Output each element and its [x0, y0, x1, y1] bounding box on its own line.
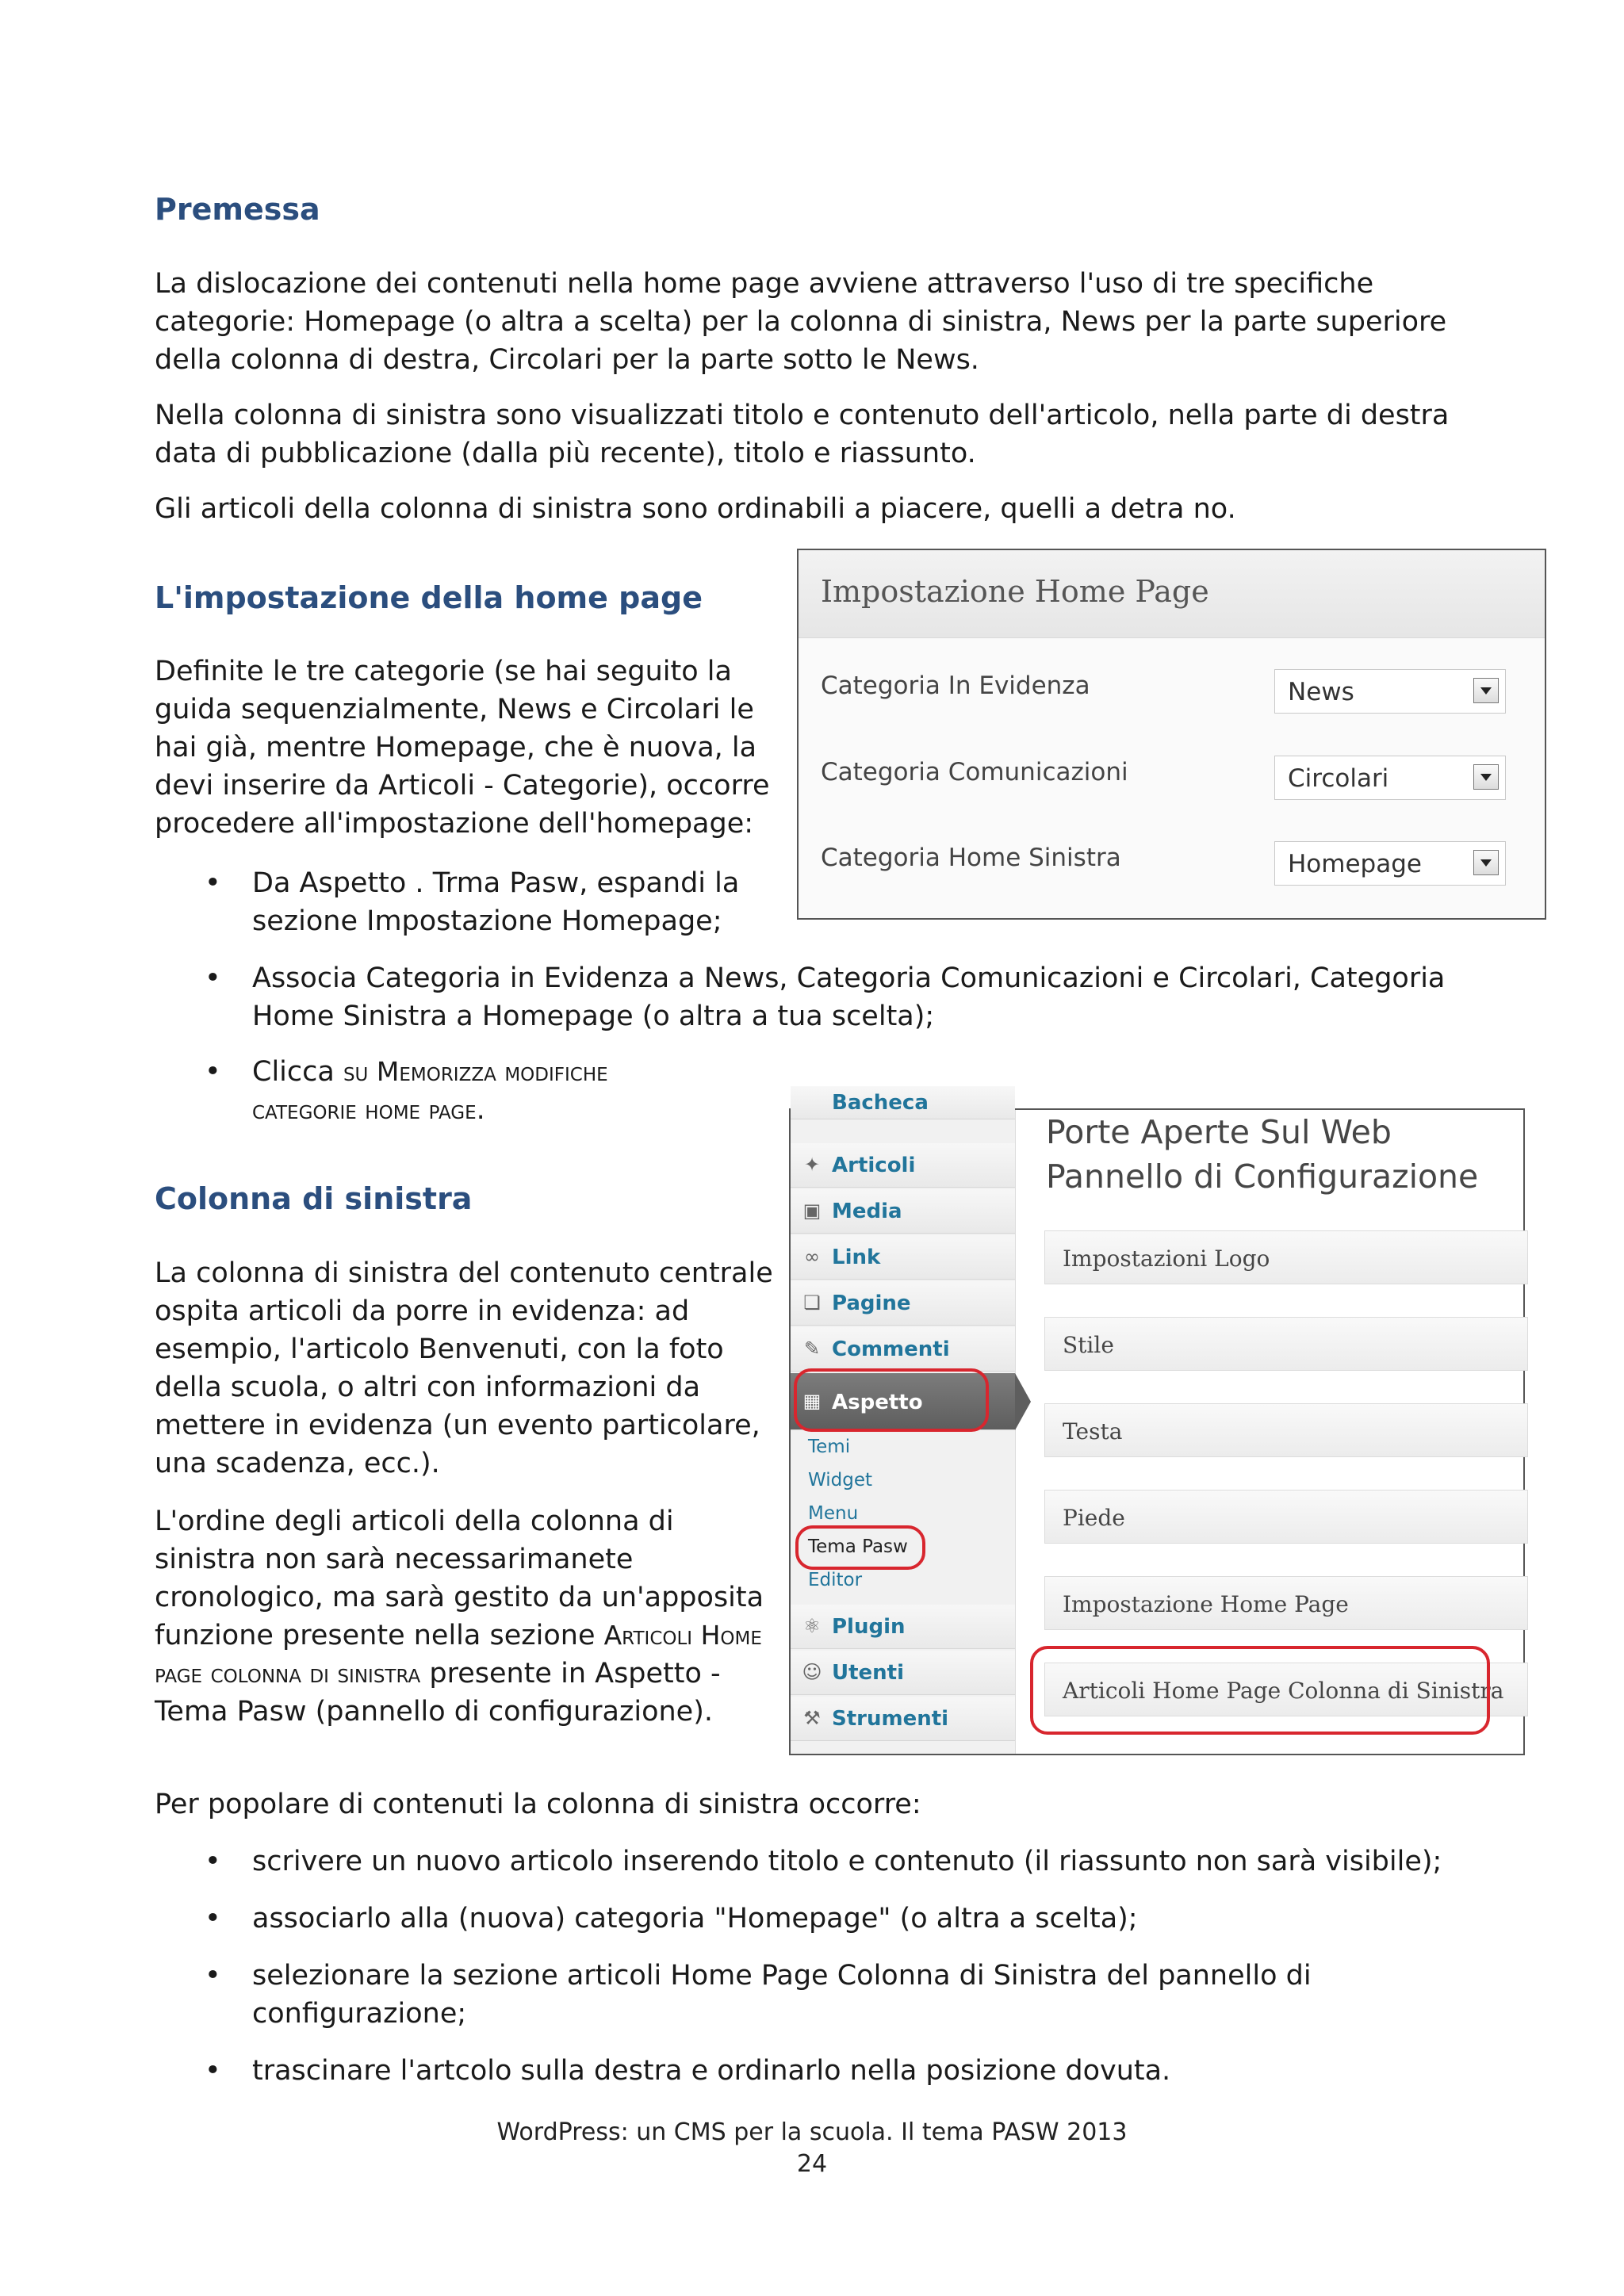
panel-title: Porte Aperte Sul Web Pannello di Configurazione [1046, 1113, 1479, 1196]
select-categoria-home-sinistra[interactable]: Homepage [1274, 841, 1506, 886]
menu-item-strumenti[interactable]: ⚒ Strumenti [791, 1697, 1015, 1741]
bullet-item: • Associa Categoria in Evidenza a News, Categoria Comunicazioni e Circolari, Categoria Home Sinistra a Homepage (o altra a tua scelta); [252, 959, 1457, 1035]
highlight-articoli-home-page [1030, 1646, 1490, 1735]
menu-item-aspetto[interactable]: ▦ Aspetto [791, 1373, 1015, 1430]
row-label: Categoria In Evidenza [821, 672, 1090, 700]
bullet-item: • selezionare la sezione articoli Home Page Colonna di Sinistra del pannello di configurazione; [252, 1957, 1362, 2033]
appearance-icon: ▦ [802, 1390, 822, 1412]
menu-item-commenti[interactable]: ✎ Commenti [791, 1327, 1015, 1372]
panel-button-stile[interactable]: Stile [1044, 1317, 1528, 1371]
panel-title: Impostazione Home Page [821, 574, 1209, 609]
comments-icon: ✎ [803, 1337, 821, 1360]
pin-icon: ✦ [803, 1154, 821, 1176]
submenu-menu[interactable]: Menu [808, 1503, 859, 1524]
bullet-item: • scrivere un nuovo articolo inserendo titolo e contenuto (il riassunto non sarà visibile); [252, 1843, 1489, 1881]
users-icon: ☺ [802, 1661, 822, 1683]
link-icon: ∞ [804, 1246, 820, 1268]
heading-impostazione: L'impostazione della home page [155, 580, 703, 615]
panel-button-articoli-home-page-colonna-sinistra[interactable]: Articoli Home Page Colonna di Sinistra [1044, 1663, 1528, 1716]
paragraph: Definite le tre categorie (se hai seguito la guida sequenzialmente, News e Circolari le hai già, mentre Homepage, che è nuova, la devi inserire da Articoli - Categorie), occorre procedere all'impostazione dell'homepage: [155, 656, 770, 840]
page-number: 24 [796, 2150, 828, 2178]
menu-item-utenti[interactable]: ☺ Utenti [791, 1651, 1015, 1695]
submenu-widget[interactable]: Widget [808, 1470, 872, 1490]
heading-premessa: Premessa [155, 192, 320, 227]
bullet-item: • Da Aspetto . Trma Pasw, espandi la sezione Impostazione Homepage; [252, 864, 760, 940]
highlight-aspetto [794, 1368, 989, 1432]
menu-item-articoli[interactable]: ✦ Articoli [791, 1143, 1015, 1188]
paragraph: L'ordine degli articoli della colonna di sinistra non sarà necessarimanete cronologico, ma sarà gestito da un'apposita funzione presente nella sezione Articoli Home page colonna di sinistra presente in Aspetto - Tema Pasw (pannello di configurazione). [155, 1506, 764, 1728]
tools-icon: ⚒ [803, 1707, 821, 1729]
panel-button-impostazione-home-page[interactable]: Impostazione Home Page [1044, 1576, 1528, 1630]
submenu-editor[interactable]: Editor [808, 1570, 863, 1590]
panel-button-testa[interactable]: Testa [1044, 1403, 1528, 1457]
menu-item-plugin[interactable]: ⚛ Plugin [791, 1605, 1015, 1649]
panel-button-impostazioni-logo[interactable]: Impostazioni Logo [1044, 1230, 1528, 1284]
menu-item-media[interactable]: ▣ Media [791, 1189, 1015, 1234]
media-icon: ▣ [802, 1200, 822, 1222]
paragraph: La colonna di sinistra del contenuto centrale ospita articoli da porre in evidenza: ad esempio, l'articolo Benvenuti, con la foto della scuola, o altri con informazioni da mettere in evidenza (un evento particolare, una scadenza, ecc.). [155, 1257, 773, 1479]
heading-colonna-sinistra: Colonna di sinistra [155, 1181, 473, 1216]
select-categoria-comunicazioni[interactable]: Circolari [1274, 756, 1506, 800]
pages-icon: ❏ [803, 1292, 821, 1314]
menu-item-pagine[interactable]: ❏ Pagine [791, 1281, 1015, 1326]
paragraph: Per popolare di contenuti la colonna di sinistra occorre: [155, 1789, 921, 1820]
screenshot-impostazione-home-page [797, 549, 1546, 920]
screenshot-pannello-configurazione [789, 1091, 1525, 1755]
bullet-item: • associarlo alla (nuova) categoria "Homepage" (o altra a scelta); [252, 1900, 1489, 1938]
menu-item-link[interactable]: ∞ Link [791, 1235, 1015, 1280]
submenu-tema-pasw[interactable]: Tema Pasw [808, 1536, 908, 1557]
plugin-icon: ⚛ [803, 1615, 821, 1637]
bullet-item: • Clicca su Memorizza modifiche categorie home page. [252, 1053, 760, 1129]
submenu-temi[interactable]: Temi [808, 1437, 851, 1457]
active-arrow [1015, 1373, 1031, 1430]
menu-item-bacheca[interactable]: Bacheca [791, 1086, 1015, 1119]
highlight-tema-pasw [795, 1525, 925, 1570]
panel-header [799, 550, 1545, 638]
row-label: Categoria Home Sinistra [821, 844, 1121, 872]
panel-button-piede[interactable]: Piede [1044, 1490, 1528, 1544]
paragraph: Gli articoli della colonna di sinistra sono ordinabili a piacere, quelli a detra no. [155, 493, 1236, 525]
chevron-down-icon [1473, 764, 1499, 790]
paragraph: Nella colonna di sinistra sono visualizzati titolo e contenuto dell'articolo, nella parte di destra data di pubblicazione (dalla più recente), titolo e riassunto. [155, 400, 1450, 469]
chevron-down-icon [1473, 850, 1499, 875]
row-label: Categoria Comunicazioni [821, 758, 1128, 786]
bullet-item: • trascinare l'artcolo sulla destra e ordinarlo nella posizione dovuta. [252, 2052, 1489, 2090]
paragraph: La dislocazione dei contenuti nella home page avviene attraverso l'uso di tre specifiche categorie: Homepage (o altra a scelta) per la colonna di sinistra, News per la parte superiore della colonna di destra, Circolari per la parte sotto le News. [155, 268, 1447, 376]
page-footer: WordPress: un CMS per la scuola. Il tema PASW 2013 [496, 2118, 1128, 2146]
select-categoria-evidenza[interactable]: News [1274, 669, 1506, 714]
chevron-down-icon [1473, 678, 1499, 703]
